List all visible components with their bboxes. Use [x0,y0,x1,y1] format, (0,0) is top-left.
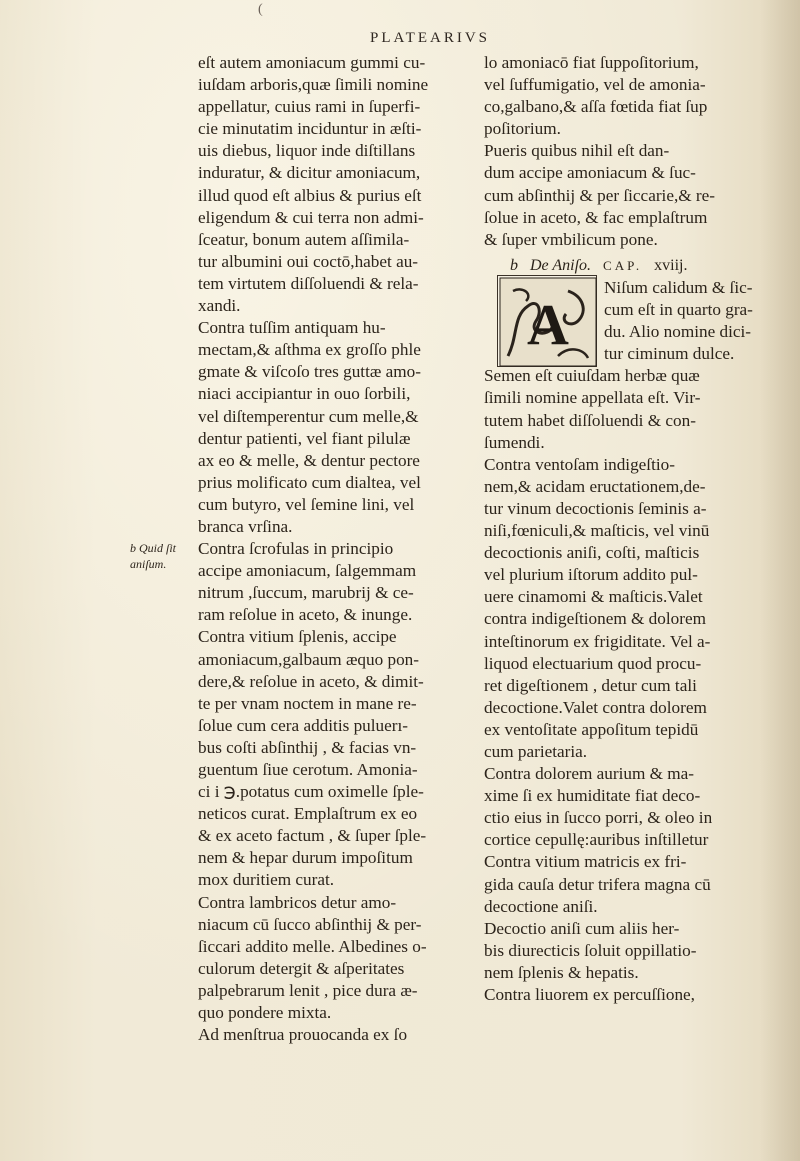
left-column-line: vel diſtemperentur cum melle,& [198,406,419,426]
right-body-line: Niſum calidum & ſic- [604,278,753,297]
left-column-line: accipe amoniacum, ſalgemmam [198,561,417,581]
right-body-line: nem,& acidam eructationem,de- [484,476,706,496]
left-column-line: & ex aceto factum , & ſuper ſple- [198,826,427,846]
right-body-line: Contra dolorem aurium & ma- [484,764,695,784]
right-body-line: Decoctio aniſi cum aliis her- [484,918,680,938]
left-column-line: Contra tuſſim antiquam hu- [198,318,386,338]
right-body-line: Contra ventoſam indigeſtio- [484,454,675,474]
left-column-line: amoniacum,galbaum æquo pon- [198,649,420,669]
right-body-line: decoctione.Valet contra dolorem [484,697,707,717]
chapter-mark: b [510,257,518,274]
margin-note-line-2: aniſum. [130,557,167,571]
right-body-line: Contra vitium matricis ex fri- [484,852,687,872]
left-column [198,52,468,1046]
left-column-line: tur albumini oui coctō,habet au- [198,251,419,271]
running-header: PLATEARIVS [370,30,491,46]
left-column-line: eligendum & cui terra non admi- [198,207,424,227]
left-column-line: dere,& reſolue in aceto, & dimit- [198,671,424,691]
right-body-line: uere cinamomi & maſticis.Valet [484,587,703,607]
chapter-number: xviij. [654,257,688,274]
left-column-line: ci i ℈.potatus cum oximelle ſple- [198,782,424,802]
initial-letter: A [527,292,569,357]
left-column-line: quo pondere mixta. [198,1003,332,1023]
chapter-label: CAP. [603,258,643,273]
left-column-line: xandi. [198,296,241,316]
right-body-line: cum parietaria. [484,741,588,761]
right-top-line: & ſuper vmbilicum pone. [484,229,658,249]
left-column-line: Contra ſcrofulas in principio [198,539,394,559]
right-top-line: lo amoniacō fiat ſuppoſitorium, [484,53,699,72]
left-column-line: appellatur, cuius rami in ſuperfi- [198,97,421,117]
left-column-line: guentum ſiue cerotum. Amonia- [198,760,418,779]
right-body-line: niſi,fœniculi,& maſticis, vel vinū [484,521,710,541]
right-column-body [484,277,753,1006]
left-column-line: ſiccari addito melle. Albedines o- [198,936,427,956]
right-body-line: tutem habet diſſoluendi & con- [484,410,696,430]
left-column-line: gmate & viſcoſo tres guttæ amo- [198,362,421,382]
right-body-line: cortice cepullę:auribus inſtilletur [484,830,709,850]
right-body-line: vel plurium iſtorum addito pul- [484,565,698,585]
left-column-line: nem & hepar durum impoſitum [198,848,413,868]
right-body-line: ſimili nomine appellata eſt. Vir- [484,388,701,408]
margin-note [130,540,176,572]
right-body-line: decoctionis aniſi, coſti, maſticis [484,543,700,563]
left-column-line: niaci accipiantur in ouo ſorbili, [198,384,411,404]
right-body-line: Contra liuorem ex percuſſione, [484,985,695,1004]
left-column-line: tem virtutem diſſoluendi & rela- [198,273,419,293]
right-body-line: ret digeſtionem , detur cum tali [484,675,697,695]
right-top-line: co,galbano,& aſſa fœtida fiat ſup [484,97,708,117]
right-body-line: bis diurecticis ſoluit oppillatio- [484,940,697,960]
left-column-line: cie minutatim inciduntur in æſti- [198,119,422,139]
left-column-line: prius molificato cum dialtea, vel [198,472,421,492]
margin-note-mark: b [130,541,136,555]
left-column-line: neticos curat. Emplaſtrum ex eo [198,804,418,824]
left-column-line: mectam,& aſthma ex groſſo phle [198,340,421,360]
right-body-line: ctio eius in ſucco porri, & oleo in [484,808,713,828]
left-column-line: induratur, & dicitur amoniacum, [198,163,421,183]
left-column-line: cum butyro, vel ſemine lini, vel [198,494,415,514]
left-column-line: illud quod eſt albius & purius eſt [198,185,422,205]
right-body-line: decoctione aniſi. [484,896,598,916]
left-column-line: ſceatur, bonum autem aſſimila- [198,229,410,249]
left-column-line: ſolue cum cera additis puluerı- [198,715,408,735]
right-body-line: tur ciminum dulce. [604,344,735,364]
left-column-line: nitrum ,ſuccum, marubrij & ce- [198,583,414,603]
chapter-title: De Aniſo. [530,257,592,274]
left-column-line: branca vrſina. [198,516,293,536]
left-column-line: palpebrarum lenit , pice dura æ- [198,980,418,1000]
right-top-line: vel ſuffumigatio, vel de amonia- [484,75,706,95]
right-body-line: nem ſplenis & hepatis. [484,962,639,982]
left-column-line: mox duritiem curat. [198,870,335,890]
right-body-line: Semen eſt cuiuſdam herbæ quæ [484,366,700,386]
right-body-line: contra indigeſtionem & dolorem [484,609,706,629]
left-column-line: ram reſolue in aceto, & inunge. [198,605,413,625]
right-top-line: Pueris quibus nihil eſt dan- [484,141,670,161]
left-column-line: niacum cū ſucco abſinthij & per- [198,914,422,934]
right-body-line: xime ſi ex humiditate fiat deco- [484,786,701,806]
right-body-line: cum eſt in quarto gra- [604,300,753,320]
right-body-line: liquod electuarium quod procu- [484,653,702,673]
left-column-line: te per vnam noctem in mane re- [198,693,417,713]
right-column-top [484,52,784,251]
right-body-line: tur vinum decoctionis ſeminis a- [484,498,707,518]
left-column-line: bus coſti abſinthij , & facias vn- [198,737,417,757]
left-column-line: iuſdam arboris,quæ ſimili nomine [198,75,429,95]
margin-note-line-1: Quid ſit [139,541,177,555]
left-column-line: Contra vitium ſplenis, accipe [198,627,397,647]
right-top-line: dum accipe amoniacum & ſuc- [484,163,696,183]
right-body-line: gida cauſa detur trifera magna cū [484,874,711,894]
left-column-line: dentur patienti, vel fiant pilulæ [198,428,411,448]
left-column-line: ax eo & melle, & dentur pectore [198,450,420,470]
right-body-line: du. Alio nomine dici- [604,322,752,342]
left-column-line: Ad menſtrua prouocanda ex ſo [198,1025,408,1045]
right-body-line: ex ventoſitate appoſitum tepidū [484,719,699,739]
top-mark: ( [258,2,263,17]
right-top-line: ſolue in aceto, & fac emplaſtrum [484,207,708,227]
right-body-line: ſumendi. [484,432,545,452]
left-column-line: culorum detergit & aſperitates [198,958,405,978]
left-column-line: Contra lambricos detur amo- [198,892,397,912]
right-top-line: cum abſinthij & per ſiccarie,& re- [484,185,715,205]
chapter-heading [510,257,687,275]
left-column-line: eſt autem amoniacum gummi cu- [198,53,426,72]
right-top-line: poſitorium. [484,119,561,139]
left-column-line: uis diebus, liquor inde diſtillans [198,141,416,161]
right-body-line: inteſtinorum ex frigiditate. Vel a- [484,631,711,651]
